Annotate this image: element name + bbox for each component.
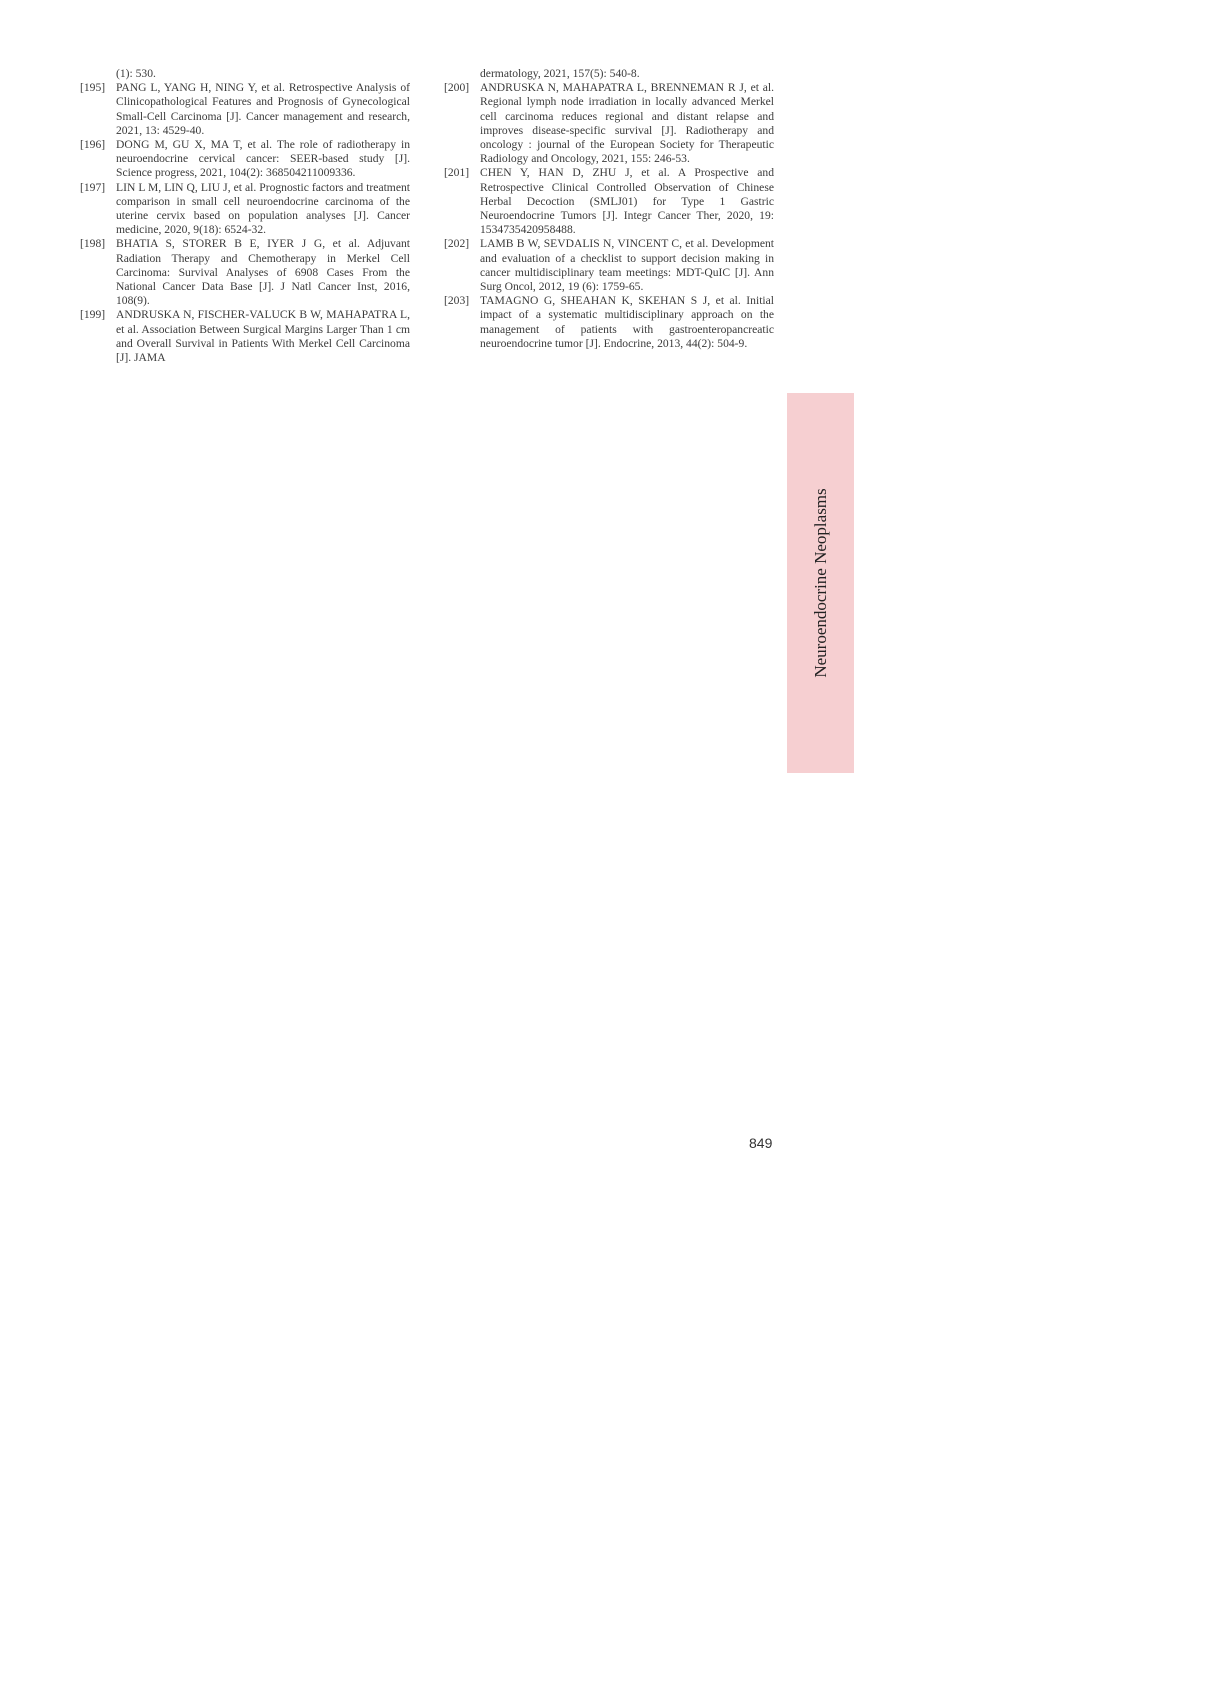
reference-item — [80, 237, 410, 308]
reference-continuation: dermatology, 2021, 157(5): 540-8. — [480, 67, 640, 80]
page-number: 849 — [749, 1135, 773, 1151]
reference-item — [444, 294, 774, 351]
reference-item — [80, 181, 410, 238]
reference-number: [199] — [80, 308, 106, 322]
reference-number: [195] — [80, 81, 106, 95]
reference-text: ANDRUSKA N, MAHAPATRA L, BRENNEMAN R J, et al. Regional lymph node irradiation in locally advanced Merkel cell carcinoma reduces regional and distant relapse and improves disease-specific survival [J]. Radiotherapy and oncology : journal of the European Society for Therapeutic Radiology and Oncology, 2021, 155: 246-53. — [480, 81, 774, 166]
reference-number: [196] — [80, 138, 106, 152]
reference-number: [202] — [444, 237, 470, 251]
reference-number: [200] — [444, 81, 470, 95]
reference-text: BHATIA S, STORER B E, IYER J G, et al. Adjuvant Radiation Therapy and Chemotherapy in Merkel Cell Carcinoma: Survival Analyses of 6908 Cases From the National Cancer Data Base [J]. J Natl Cancer Inst, 2016, 108(9). — [116, 237, 410, 308]
reference-text: LAMB B W, SEVDALIS N, VINCENT C, et al. Development and evaluation of a checklist to support decision making in cancer multidisciplinary team meetings: MDT-QuIC [J]. Ann Surg Oncol, 2012, 19 (6): 1759-65. — [480, 237, 774, 294]
reference-text: TAMAGNO G, SHEAHAN K, SKEHAN S J, et al. Initial impact of a systematic multidisciplinary approach on the management of patients with gastroenteropancreatic neuroendocrine tumor [J]. Endocrine, 2013, 44(2): 504-9. — [480, 294, 774, 350]
reference-number: [201] — [444, 166, 470, 180]
reference-text: CHEN Y, HAN D, ZHU J, et al. A Prospective and Retrospective Clinical Controlled Observation of Chinese Herbal Decoction (SMLJ01) for Type 1 Gastric Neuroendocrine Tumors [J]. Integr Cancer Ther, 2020, 19: 1534735420958488. — [480, 166, 774, 237]
section-side-tab — [787, 393, 854, 773]
reference-item — [444, 237, 774, 294]
reference-item — [80, 138, 410, 181]
references-right-column — [444, 67, 774, 351]
reference-text: DONG M, GU X, MA T, et al. The role of radiotherapy in neuroendocrine cervical cancer: SEER-based study [J]. Science progress, 2021, 104(2): 368504211009336. — [116, 138, 410, 180]
reference-item — [80, 308, 410, 365]
reference-item — [444, 166, 774, 237]
reference-item — [444, 81, 774, 166]
reference-text: PANG L, YANG H, NING Y, et al. Retrospective Analysis of Clinicopathological Features and Prognosis of Gynecological Small-Cell Carcinoma [J]. Cancer management and research, 2021, 13: 4529-40. — [116, 81, 410, 137]
reference-text: LIN L M, LIN Q, LIU J, et al. Prognostic factors and treatment comparison in small cell neuroendocrine carcinoma of the uterine cervix based on population analyses [J]. Cancer medicine, 2020, 9(18): 6524-32. — [116, 180, 410, 237]
reference-number: [197] — [80, 180, 106, 194]
references-left-column — [80, 67, 410, 365]
reference-item — [80, 81, 410, 138]
section-side-tab-label: Neuroendocrine Neoplasms — [810, 488, 830, 678]
reference-number: [203] — [444, 294, 470, 308]
reference-continuation: (1): 530. — [116, 67, 156, 80]
reference-text: ANDRUSKA N, FISCHER-VALUCK B W, MAHAPATRA L, et al. Association Between Surgical Margins Larger Than 1 cm and Overall Survival in Patients With Merkel Cell Carcinoma [J]. JAMA — [116, 308, 410, 365]
reference-number: [198] — [80, 237, 106, 251]
